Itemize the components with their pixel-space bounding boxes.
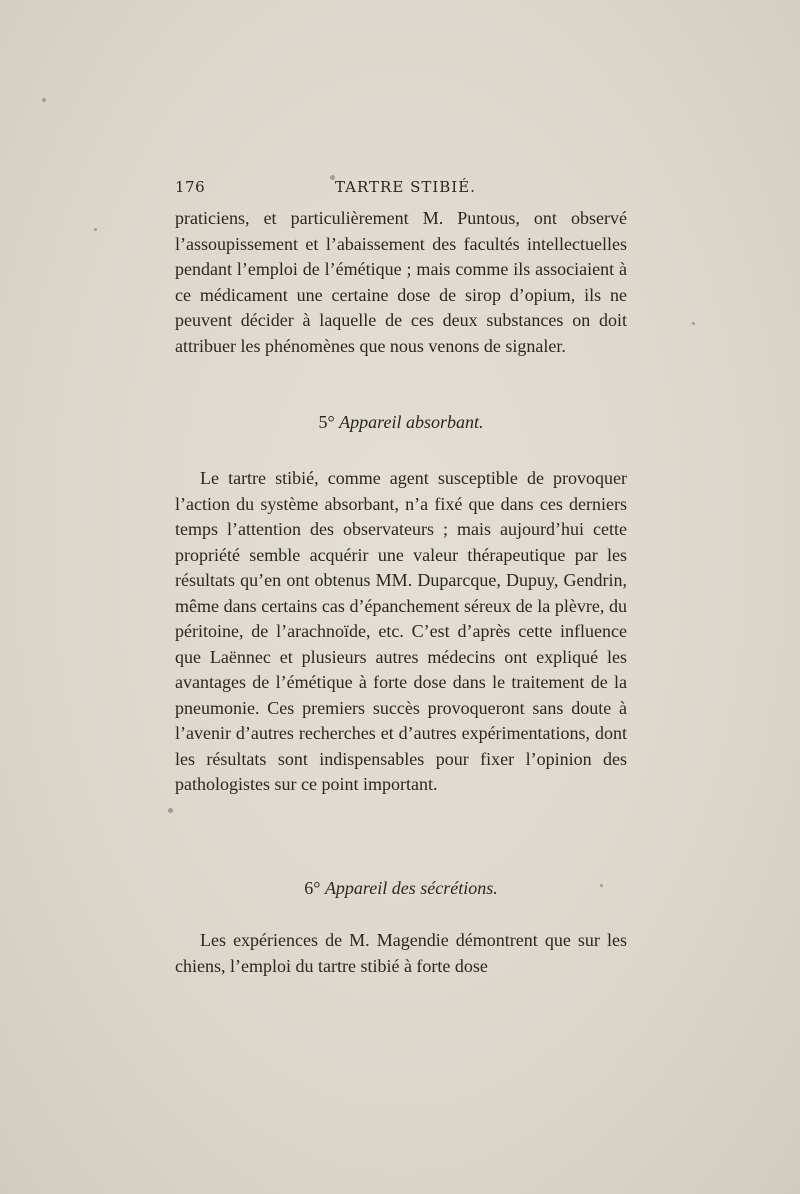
paragraph-secretions — [175, 928, 627, 979]
paragraph-absorbant — [175, 466, 627, 798]
paragraph-text: praticiens, et particulièrement M. Puntous, ont observé l’assoupissement et l’abaissement des facultés intellectuelles pendant l’emploi de l’émétique ; mais comme ils associaient à ce médicament une certaine dose de sirop d’opium, ils ne peuvent décider à laquelle de ces deux substances on doit attribuer les phénomènes que nous venons de signaler. — [175, 208, 627, 356]
paragraph-text: Les expériences de M. Magendie démontrent que sur les chiens, l’emploi du tartre stibié à forte dose — [175, 930, 627, 976]
section-heading-5 — [175, 410, 627, 435]
section-number: 6° — [304, 878, 321, 898]
paragraph-continuation — [175, 206, 627, 359]
section-title: Appareil absorbant. — [339, 412, 484, 432]
section-heading-6 — [175, 876, 627, 901]
running-title: TARTRE STIBIÉ. — [335, 178, 476, 196]
running-header — [175, 178, 645, 200]
section-title: Appareil des sécrétions. — [324, 878, 498, 898]
section-number: 5° — [318, 412, 335, 432]
page-number: 176 — [175, 178, 206, 196]
paragraph-text: Le tartre stibié, comme agent susceptible de provoquer l’action du système absorbant, n’a fixé que dans ces derniers temps l’attention des observateurs ; mais aujourd’hui cette propriété semble acquérir une valeur thérapeutique par les résultats qu’en ont obtenus MM. Duparcque, Dupuy, Gendrin, même dans certains cas d’épanchement séreux de la plèvre, du péritoine, de l’arachnoïde, etc. C’est d’après cette influence que Laënnec et plusieurs autres médecins ont expliqué les avantages de l’émétique à forte dose dans le traitement de la pneumonie. Ces premiers succès provoqueront sans doute à l’avenir d’autres recherches et d’autres expérimentations, dont les résultats sont indispensables pour fixer l’opinion des pathologistes sur ce point important. — [175, 468, 627, 794]
